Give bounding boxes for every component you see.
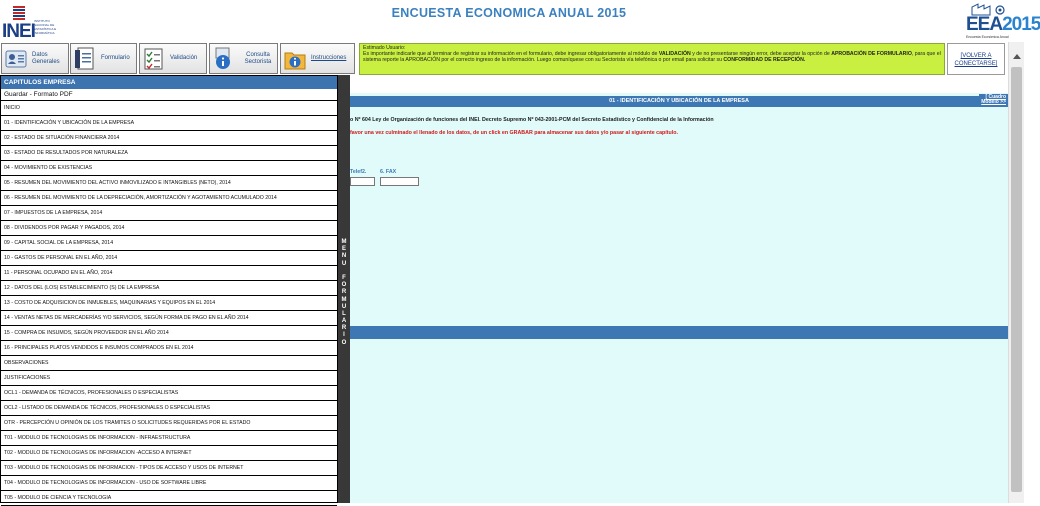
menu-item[interactable]: 05 - RESUMEN DEL MOVIMIENTO DEL ACTIVO INMOVILIZADO E INTANGIBLES (NETO), 2014 [1, 176, 337, 191]
notice-bold-2: APROBACIÓN DE FORMULARIO [831, 51, 912, 58]
scroll-up-arrow-icon[interactable] [1013, 54, 1021, 59]
scrollbar-thumb[interactable] [1011, 67, 1022, 492]
section-footer-bar [350, 326, 1008, 339]
formulario-button[interactable] [70, 43, 137, 74]
vertical-label-letter: O [341, 282, 347, 289]
eea-tagline: Encuesta Económica Anual [966, 35, 1009, 39]
menu-item[interactable]: OCL2 - LISTADO DE DEMANDA DE TÉCNICOS, PROFESIONALES O ESPECIALISTAS [1, 401, 337, 416]
checklist-icon [143, 47, 165, 71]
section-title-bar [350, 96, 1008, 107]
validacion-button[interactable] [139, 43, 207, 74]
instrucciones-label: Instrucciones [311, 55, 347, 61]
menu-item[interactable]: 15 - COMPRA DE INSUMOS, SEGÚN PROVEEDOR EN EL AÑO 2014 [1, 326, 337, 341]
datos-generales-label: Datos Generales [32, 51, 60, 65]
menu-item[interactable]: 13 - COSTO DE ADQUISICION DE INMUEBLES, MAQUINARIAS Y EQUIPOS EN EL 2014 [1, 296, 337, 311]
menu-item[interactable]: 06 - RESUMEN DEL MOVIMIENTO DE LA DEPRECIACIÓN, AMORTIZACIÓN Y AGOTAMIENTO ACUMULADO 2014 [1, 191, 337, 206]
menu-formulario-tab[interactable] [338, 75, 350, 503]
form-document-icon [74, 47, 96, 71]
reconnect-link[interactable]: [VOLVER A CONECTARSE] [947, 43, 1005, 75]
instrucciones-button[interactable] [280, 43, 355, 74]
menu-item[interactable]: T05 - MODULO DE CIENCIA Y TECNOLOGIA [1, 491, 337, 506]
menu-item[interactable]: 14 - VENTAS NETAS DE MERCADERÍAS Y/O SERVICIOS, SEGÚN FORMA DE PAGO EN EL AÑO 2014 [1, 311, 337, 326]
fax-label: 6. FAX [380, 169, 397, 175]
vertical-label-letter: R [341, 325, 347, 332]
menu-item[interactable]: 10 - GASTOS DE PERSONAL EN EL AÑO, 2014 [1, 251, 337, 266]
form-panel [350, 93, 1008, 503]
notice-bold-1: VALIDACIÓN [658, 51, 691, 58]
validacion-label: Validación [170, 55, 198, 61]
vertical-label-letter: U [341, 260, 347, 267]
formulario-label: Formulario [101, 55, 130, 61]
menu-formulario-vertical-label [338, 239, 350, 347]
menu-item[interactable]: 03 - ESTADO DE RESULTADOS POR NATURALEZA [1, 146, 337, 161]
info-folder-icon [284, 47, 306, 71]
vertical-label-letter: F [342, 274, 346, 281]
menu-item[interactable]: 02 - ESTADO DE SITUACIÓN FINANCIERA 2014 [1, 131, 337, 146]
user-card-icon [5, 47, 27, 71]
inei-brand: INEI [2, 21, 35, 42]
consulta-sectorista-label: Consulta Sectorista [244, 51, 272, 65]
main-content [350, 75, 1008, 503]
notice-body [363, 51, 941, 63]
menu-item[interactable]: 16 - PRINCIPALES PLATOS VENDIDOS E INSUMOS COMPRADOS EN EL 2014 [1, 341, 337, 356]
eea-brand-a: EEA [966, 14, 1003, 35]
menu-item[interactable]: INICIO [1, 101, 337, 116]
notice-bold-3: CONFORMIDAD DE RECEPCIÓN. [723, 57, 806, 64]
menu-item[interactable]: T01 - MODULO DE TECNOLOGIAS DE INFORMACION - INFRAESTRUCTURA [1, 431, 337, 446]
legal-notice: o Nº 604 Ley de Organización de funciones del INEI. Decreto Supremo Nº 043-2001-PCM del Secreto Estadístico y Confidencial de la Información [350, 117, 714, 123]
cuadro-modelo-link-line-2: Modelo >> [981, 99, 1006, 105]
vertical-label-letter: U [341, 303, 347, 310]
notice-title: Estimado Usuario: [363, 45, 406, 51]
notice-message [359, 43, 945, 75]
eea-brand [966, 14, 1040, 36]
vertical-label-letter: L [342, 310, 346, 317]
menu-item[interactable]: OTR - PERCEPCIÓN U OPINIÓN DE LOS TRAMITES O SOLICITUDES REQUERIDAS POR EL ESTADO [1, 416, 337, 431]
menu-item[interactable]: 01 - IDENTIFICACIÓN Y UBICACIÓN DE LA EMPRESA [1, 116, 337, 131]
menu-item[interactable]: 07 - IMPUESTOS DE LA EMPRESA, 2014 [1, 206, 337, 221]
section-title: 01 - IDENTIFICACIÓN Y UBICACIÓN DE LA EMPRESA [609, 98, 749, 104]
vertical-label-letter: E [341, 246, 346, 253]
notice-text-1: Es importante indicarle que al terminar de registrar su información en el formulario, debe ingresar obligatoriamente al módulo de [363, 51, 659, 58]
cuadro-modelo-link[interactable] [979, 94, 1008, 106]
eea-brand-b: 2015 [1002, 14, 1040, 35]
vertical-label-letter: N [341, 253, 347, 260]
menu-item[interactable]: T02 - MODULO DE TECNOLOGIAS DE INFORMACION -ACCESO A INTERNET [1, 446, 337, 461]
save-pdf-link[interactable]: Guardar - Formato PDF [1, 89, 337, 101]
page-title: ENCUESTA ECONOMICA ANUAL 2015 [391, 6, 627, 20]
vertical-label-letter: M [341, 296, 347, 303]
telef2-input[interactable] [350, 177, 375, 186]
notice-text-2: y de no presentarse ningún error, debe aceptar la opción de [690, 51, 832, 58]
info-phone-icon [213, 47, 235, 71]
vertical-label-letter: M [341, 239, 347, 245]
menu-item[interactable]: OCL1 - DEMANDA DE TÉCNICOS, PROFESIONALES O ESPECIALISTAS [1, 386, 337, 401]
menu-item[interactable]: 08 - DIVIDENDOS POR PAGAR Y PAGADOS, 2014 [1, 221, 337, 236]
vertical-label-letter: I [343, 332, 345, 339]
menu-item[interactable]: 04 - MOVIMIENTO DE EXISTENCIAS [1, 161, 337, 176]
menu-items-list [1, 101, 337, 506]
fax-input[interactable] [380, 177, 419, 186]
menu-item[interactable]: 12 - DATOS DEL (LOS) ESTABLECIMIENTO (S) DE LA EMPRESA [1, 281, 337, 296]
chapters-menu [0, 75, 338, 503]
menu-item[interactable]: T03 - MODULO DE TECNOLOGIAS DE INFORMACION - TIPOS DE ACCESO Y USOS DE INTERNET [1, 461, 337, 476]
menu-item[interactable]: 11 - PERSONAL OCUPADO EN EL AÑO, 2014 [1, 266, 337, 281]
vertical-label-letter: A [341, 318, 347, 325]
inei-tagline: INSTITUTO NACIONAL DE ESTADÍSTICA E INFORMÁTICA [34, 19, 57, 35]
datos-generales-button[interactable] [1, 43, 69, 74]
menu-item[interactable]: OBSERVACIONES [1, 356, 337, 371]
cuadro-modelo-link-line-1: [ Cuadro [985, 94, 1006, 100]
page-scrollbar[interactable] [1008, 42, 1024, 503]
menu-item[interactable]: T04 - MODULO DE TECNOLOGIAS DE INFORMACION - USO DE SOFTWARE LIBRE [1, 476, 337, 491]
vertical-label-letter: R [341, 289, 347, 296]
vertical-label-letter: O [341, 339, 347, 346]
save-warning: favor una vez culminado el llenado de los datos, de un click en GRABAR para almacenar sus datos y/o pasar al siguiente capítulo. [350, 130, 678, 136]
menu-item[interactable]: 09 - CAPITAL SOCIAL DE LA EMPRESA, 2014 [1, 236, 337, 251]
notice-text-3: , para que el sistema reporte la APROBACIÓN por el correcto ingreso de la información. Luego comuníquese con su Sectorista vía telefónica o por email para solicitar su [363, 51, 941, 64]
telef2-label: Telef2. [350, 169, 367, 175]
menu-header: CAPITULOS EMPRESA [1, 76, 337, 89]
eea-logo [966, 2, 1040, 42]
vertical-label-letter [338, 268, 350, 275]
menu-item[interactable]: JUSTIFICACIONES [1, 371, 337, 386]
consulta-sectorista-button[interactable] [209, 43, 278, 74]
